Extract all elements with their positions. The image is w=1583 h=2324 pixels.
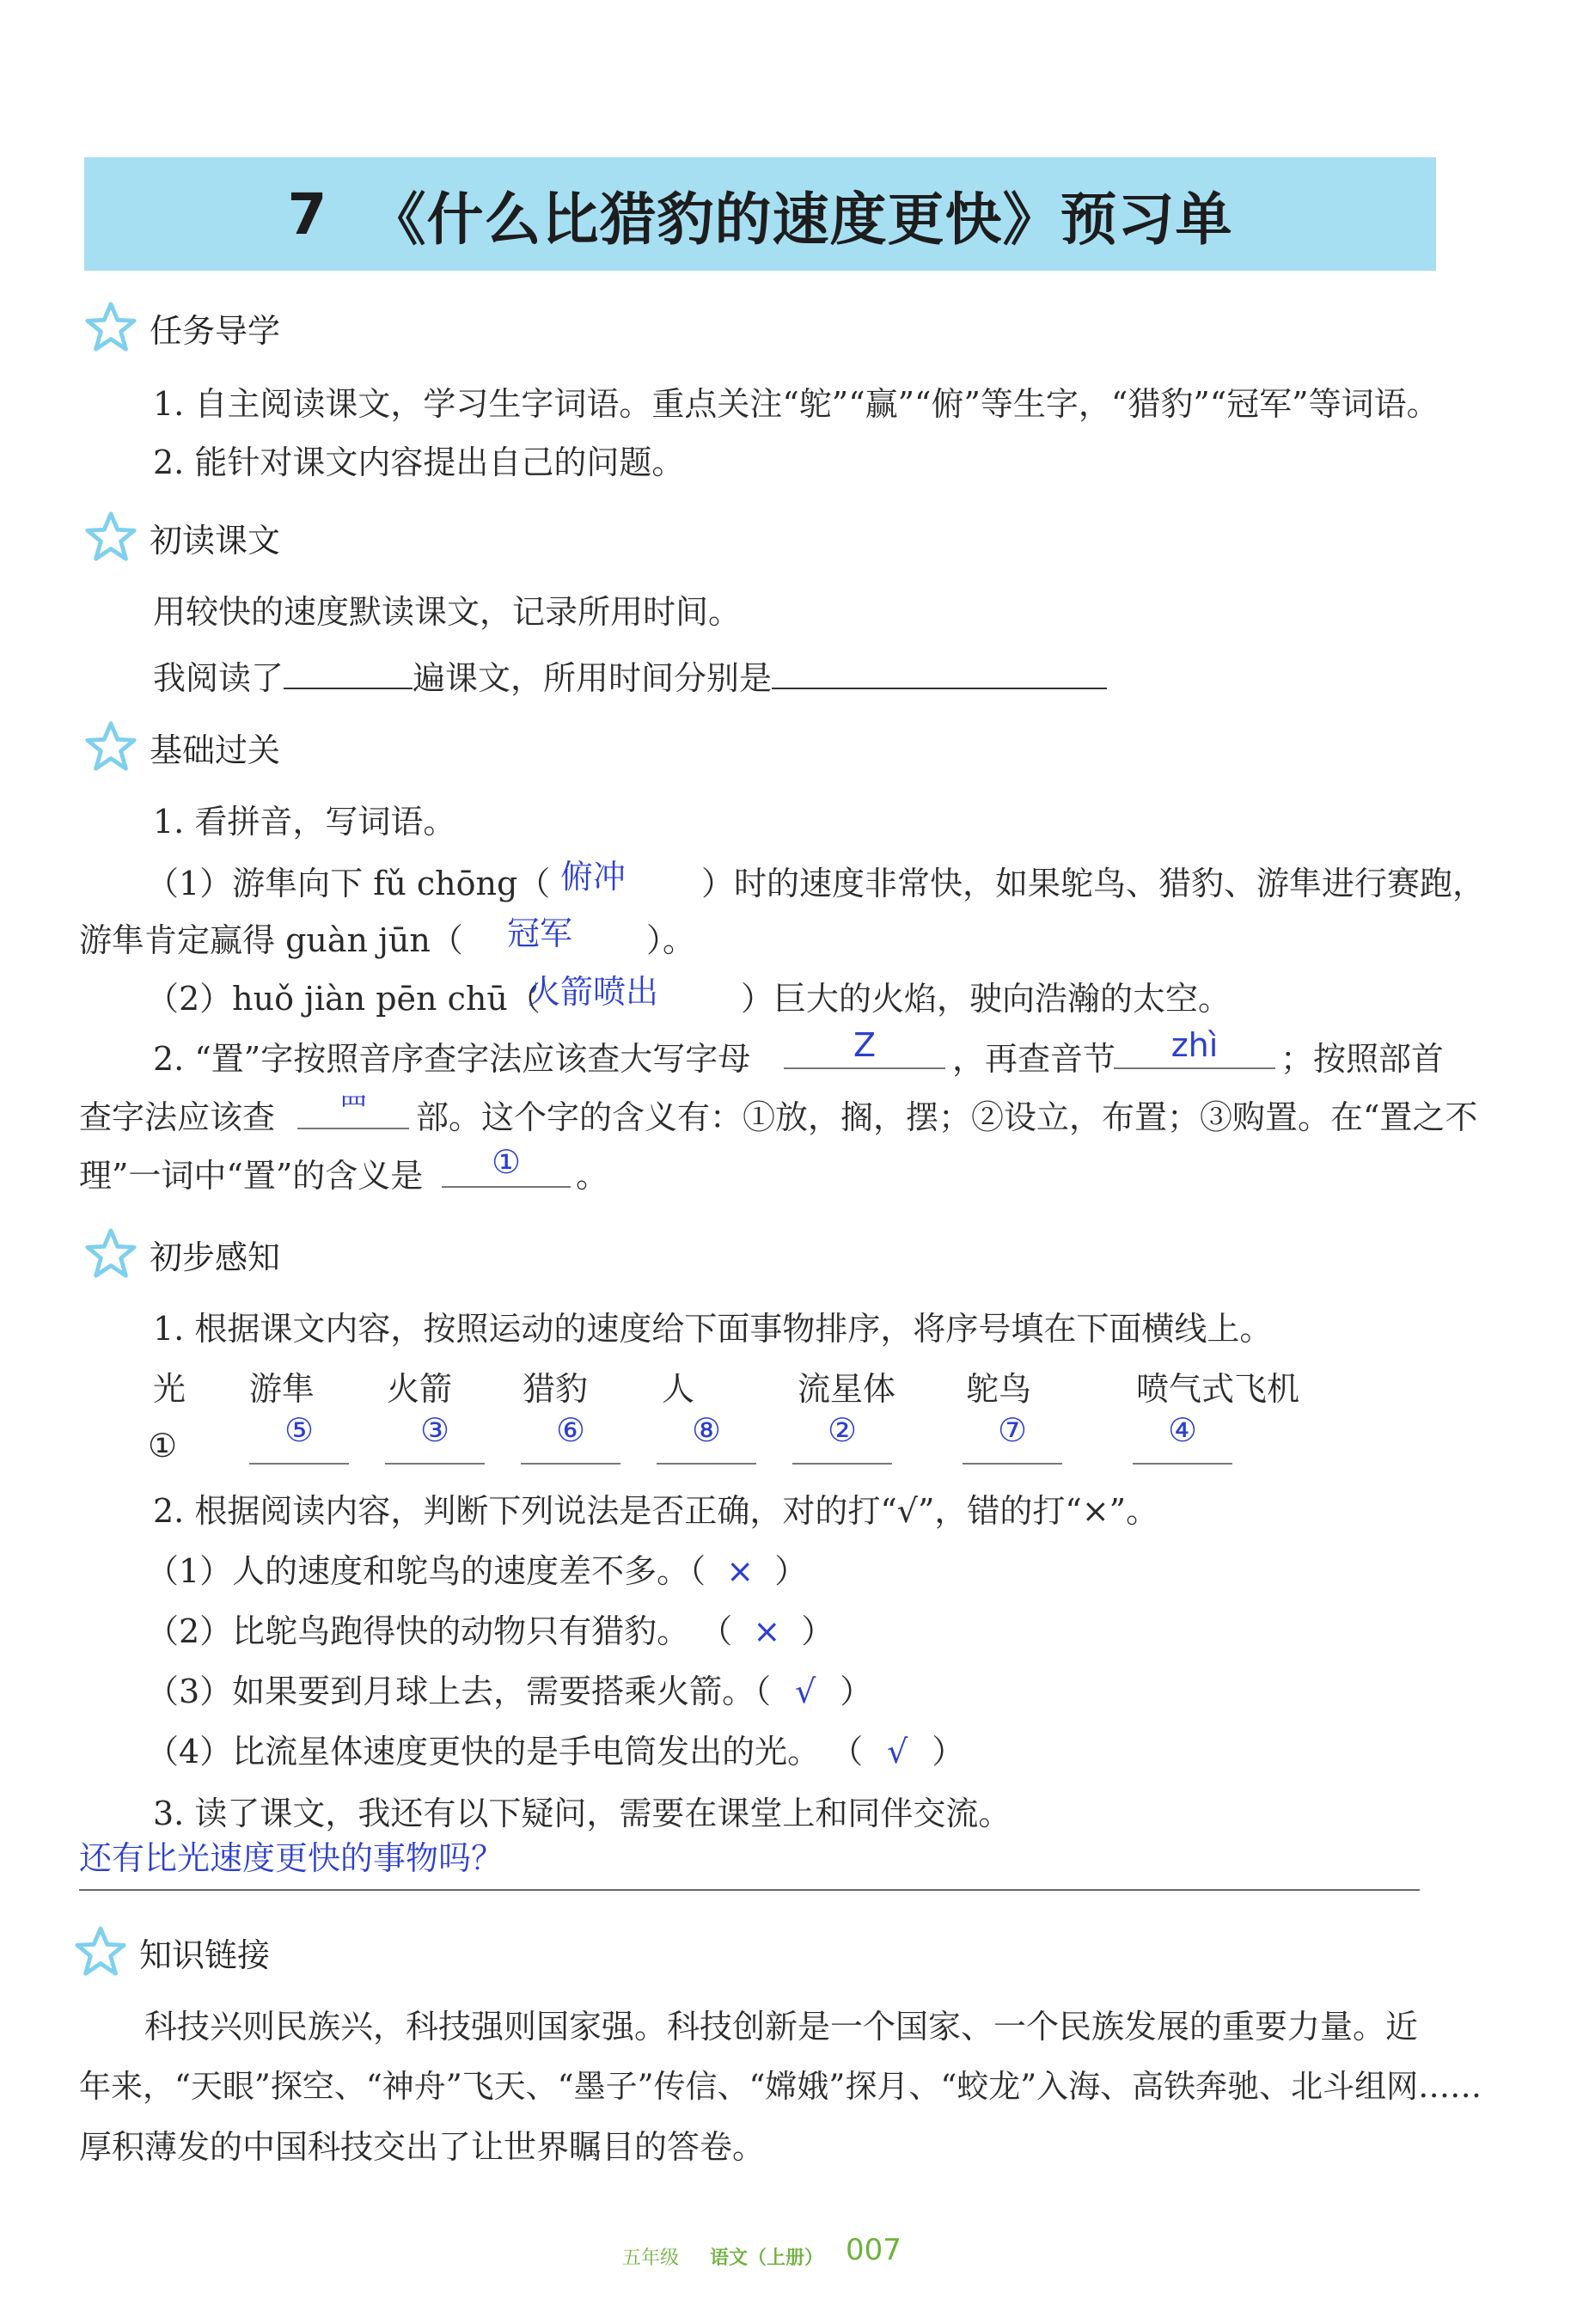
item-penqishifeiji: 喷气式飞机 <box>1136 1370 1300 1408</box>
judgment-4 <box>146 1733 964 1772</box>
judgment-3 <box>146 1673 872 1712</box>
basics-q2-mid: ，再查音节 <box>952 1040 1116 1078</box>
star-icon <box>74 1925 127 1978</box>
close-paren: ） <box>932 1733 965 1771</box>
basics-q1-1-line2: 游隼肯定赢得 guàn jūn（ <box>79 921 463 959</box>
rank-penqishifeiji: ④ <box>1133 1411 1232 1465</box>
answer-syllable: zhì <box>1114 1026 1275 1069</box>
item-huojian: 火箭 <box>387 1370 453 1408</box>
page-title <box>84 157 1436 271</box>
basics-q2-line3: 理”一词中“置”的含义是 <box>79 1157 424 1195</box>
answer-huojianpenchu: 火箭喷出 <box>528 973 659 1011</box>
answer-radical: 罒 <box>297 1085 409 1129</box>
item-tuoniao: 鸵鸟 <box>966 1370 1032 1408</box>
basics-q1: 1. 看拼音，写词语。 <box>153 803 456 841</box>
close-paren: ） <box>774 1552 808 1590</box>
lesson-title: 《什么比猎豹的速度更快》预习单 <box>369 186 1233 253</box>
judgment-text: （4）比流星体速度更快的是手电筒发出的光。 （ <box>146 1733 864 1771</box>
star-icon <box>84 1227 138 1281</box>
section-title: 基础过关 <box>150 731 281 769</box>
rank-guang: ① <box>148 1427 178 1465</box>
perception-q1: 1. 根据课文内容，按照运动的速度给下面事物排序，将序号填在下面横线上。 <box>153 1310 1273 1348</box>
item-youxun: 游隼 <box>249 1370 315 1408</box>
page-number: 007 <box>846 2233 902 2267</box>
judgment-answer: √ <box>795 1673 816 1710</box>
judgment-1 <box>146 1552 807 1592</box>
section-task-heading <box>84 301 280 354</box>
basics-q2-start: 2. “置”字按照音序查字法应该查大写字母 <box>153 1040 751 1078</box>
item-liuxingti: 流星体 <box>798 1370 896 1408</box>
first-read-line-1: 用较快的速度默读课文，记录所用时间。 <box>153 593 742 631</box>
judgment-answer: √ <box>887 1733 908 1771</box>
judgment-text: （2）比鸵鸟跑得快的动物只有猎豹。 （ <box>146 1612 733 1650</box>
perception-q3: 3. 读了课文，我还有以下疑问，需要在课堂上和同伴交流。 <box>153 1795 1012 1832</box>
answer-guanjun: 冠军 <box>507 914 573 952</box>
text: 遍课文，所用时间分别是 <box>413 659 773 697</box>
text: 我阅读了 <box>153 659 284 697</box>
section-title: 初步感知 <box>150 1238 281 1276</box>
basics-q2-end: ；按照部首 <box>1280 1040 1445 1078</box>
judgment-answer: × <box>753 1612 781 1650</box>
rank-huojian: ③ <box>385 1411 485 1465</box>
task-item-2: 2. 能针对课文内容提出自己的问题。 <box>153 443 685 481</box>
close-paren: ） <box>840 1673 873 1710</box>
footer-grade: 五年级 <box>622 2248 680 2269</box>
answer-letter: Z <box>784 1026 945 1069</box>
basics-q1-2-end: ）巨大的火焰，驶向浩瀚的太空。 <box>741 980 1232 1018</box>
section-title: 初读课文 <box>150 521 281 560</box>
judgment-answer: × <box>726 1552 755 1590</box>
star-icon <box>84 720 138 774</box>
rank-liebao: ⑥ <box>521 1411 620 1465</box>
close-paren: ） <box>801 1612 834 1650</box>
basics-q1-1-mid: ）时的速度非常快，如果鸵鸟、猎豹、游隼进行赛跑， <box>701 865 1486 902</box>
question-answer: 还有比光速度更快的事物吗？ <box>79 1839 504 1877</box>
rank-liuxingti: ② <box>792 1411 892 1465</box>
section-knowledge-heading <box>74 1925 270 1978</box>
section-title: 知识链接 <box>139 1936 271 1974</box>
knowledge-line-2: 年来，“天眼”探空、“神舟”飞天、“墨子”传信、“嫦娥”探月、“蛟龙”入海、高铁奔驰、北斗组网…… <box>79 2068 1482 2105</box>
item-ren: 人 <box>662 1370 695 1408</box>
basics-q1-1-start: （1）游隼向下 fǔ chōng（ <box>146 865 551 902</box>
answer-line <box>79 1889 1420 1891</box>
section-basics-heading <box>84 720 280 774</box>
read-time-blank[interactable] <box>772 655 1107 689</box>
answer-meaning: ① <box>442 1143 571 1188</box>
judgment-2 <box>146 1612 834 1652</box>
lesson-number: 7 <box>287 180 328 248</box>
knowledge-line-1: 科技兴则民族兴，科技强则国家强。科技创新是一个国家、一个民族发展的重要力量。近 <box>144 2008 1419 2046</box>
task-item-1: 1. 自主阅读课文，学习生字词语。重点关注“鸵”“赢”“俯”等生字，“猎豹”“冠军”等词语。 <box>153 385 1439 423</box>
section-perception-heading <box>84 1227 280 1281</box>
basics-q1-2-start: （2）huǒ jiàn pēn chū（ <box>146 980 541 1018</box>
star-icon <box>84 511 138 564</box>
rank-youxun: ⑤ <box>249 1411 349 1465</box>
basics-q1-1-end: ）。 <box>646 921 696 959</box>
basics-q2-end-mark: 。 <box>576 1157 609 1195</box>
rank-ren: ⑧ <box>657 1411 756 1465</box>
basics-q2-line2-start: 查字法应该查 <box>79 1098 276 1136</box>
judgment-text: （3）如果要到月球上去，需要搭乘火箭。（ <box>146 1673 772 1710</box>
section-first-read-heading <box>84 511 280 564</box>
answer-fuchong: 俯冲 <box>560 858 626 896</box>
footer-subject: 语文（上册） <box>710 2248 824 2269</box>
perception-q2: 2. 根据阅读内容，判断下列说法是否正确，对的打“√”，错的打“×”。 <box>153 1492 1159 1530</box>
knowledge-line-3: 厚积薄发的中国科技交出了让世界瞩目的答卷。 <box>79 2128 766 2166</box>
first-read-line-2 <box>153 655 1107 699</box>
section-title: 任务导学 <box>150 311 281 350</box>
basics-q2-line2: 部。这个字的含义有：①放，搁，摆；②设立，布置；③购置。在“置之不 <box>416 1098 1478 1136</box>
rank-tuoniao: ⑦ <box>963 1411 1062 1465</box>
item-guang: 光 <box>153 1370 186 1408</box>
read-count-blank[interactable] <box>284 655 413 689</box>
star-icon <box>84 301 138 354</box>
item-liebao: 猎豹 <box>523 1370 589 1408</box>
judgment-text: （1）人的速度和鸵鸟的速度差不多。（ <box>146 1552 706 1590</box>
